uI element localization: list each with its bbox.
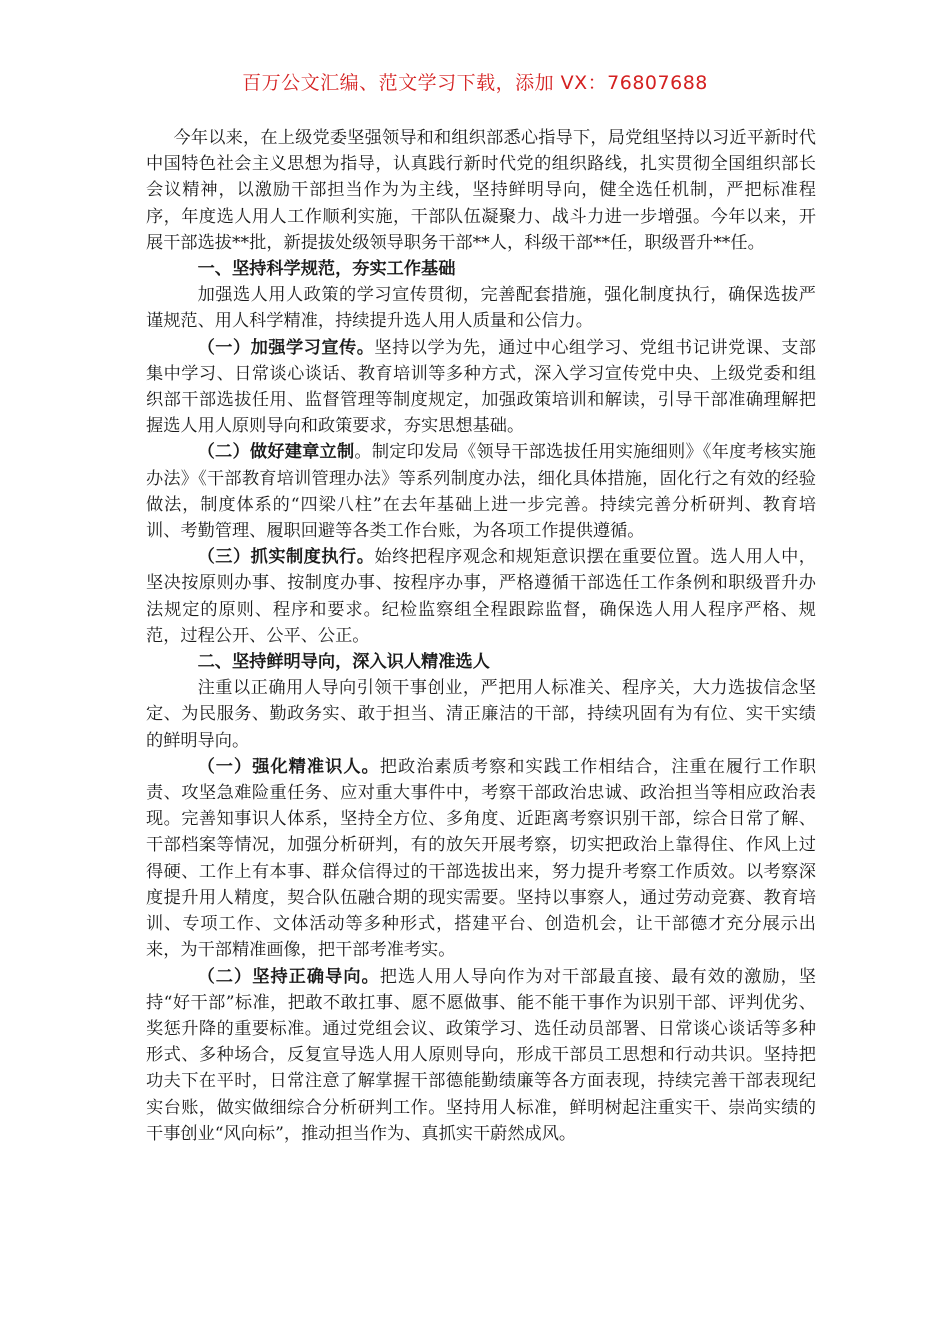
section-1-item-2-title: （二）做好建章立制	[197, 442, 355, 463]
section-2-heading: 二、坚持鲜明导向，深入识人精准选人	[197, 652, 490, 673]
section-2-item-1-title: （一）强化精准识人。	[197, 756, 380, 777]
section-1-item-1	[146, 335, 816, 440]
section-1-heading: 一、坚持科学规范，夯实工作基础	[197, 259, 456, 280]
section-2-item-2-body: 把选人用人导向作为对干部最直接、最有效的激励，坚持“好干部”标准，把敢不敢扛事、愿不愿做事、能不能干事作为识别干部、评判优劣、奖惩升降的重要标准。通过党组会议、政策学习、选任动员部署、日常谈心谈话等多种形式、多种场合，反复宣导选人用人原则导向，形成干部员工思想和行动共识。坚持把功夫下在平时，日常注意了解掌握干部德能勤绩廉等各方面表现，持续完善干部表现纪实台账，做实做细综合分析研判工作。坚持用人标准，鲜明树起注重实干、崇尚实绩的干事创业“风向标”，推动担当作为、真抓实干蔚然成风。	[146, 966, 816, 1144]
section-1-item-3-title: （三）抓实制度执行。	[197, 547, 375, 568]
section-2-lead: 注重以正确用人导向引领干事创业，严把用人标准关、程序关，大力选拔信念坚定、为民服务、勤政务实、敢于担当、清正廉洁的干部，持续巩固有为有位、实干实绩的鲜明导向。	[146, 678, 816, 751]
document-body	[146, 125, 816, 1147]
section-2-item-1	[146, 754, 816, 964]
section-1-item-2-body: 。制定印发局《领导干部选拔任用实施细则》《年度考核实施办法》《干部教育培训管理办法》等系列制度办法，细化具体措施，固化行之有效的经验做法，制度体系的“四梁八柱”在去年基础上进一步完善。持续完善分析研判、教育培训、考勤管理、履职回避等各类工作台账，为各项工作提供遵循。	[146, 442, 816, 542]
section-1-item-1-title: （一）加强学习宣传。	[197, 337, 375, 358]
section-2-item-1-body: 把政治素质考察和实践工作相结合，注重在履行工作职责、攻坚急难险重任务、应对重大事件中，考察干部政治忠诚、政治担当等相应政治表现。完善知事识人体系，坚持全方位、多角度、近距离考察识别干部，综合日常了解、干部档案等情况，加强分析研判，有的放矢开展考察，切实把政治上靠得住、作风上过得硬、工作上有本事、群众信得过的干部选拔出来，努力提升考察工作质效。以考察深度提升用人精度，契合队伍融合期的现实需要。坚持以事察人，通过劳动竞赛、教育培训、专项工作、文体活动等多种形式，搭建平台、创造机会，让干部德才充分展示出来，为干部精准画像，把干部考准考实。	[146, 756, 816, 961]
section-1-lead: 加强选人用人政策的学习宣传贯彻，完善配套措施，强化制度执行，确保选拔严谨规范、用人科学精准，持续提升选人用人质量和公信力。	[146, 285, 816, 332]
section-1-item-1-body: 坚持以学为先，通过中心组学习、党组书记讲党课、支部集中学习、日常谈心谈话、教育培训等多种方式，深入学习宣传党中央、上级党委和组织部干部选拔任用、监督管理等制度规定，加强政策培训和解读，引导干部准确理解把握选人用人原则导向和政策要求，夯实思想基础。	[146, 337, 816, 437]
promo-banner: 百万公文汇编、范文学习下载，添加 VX：76807688	[242, 72, 708, 94]
intro-paragraph: 今年以来，在上级党委坚强领导和和组织部悉心指导下，局党组坚持以习近平新时代中国特色社会主义思想为指导，认真践行新时代党的组织路线，扎实贯彻全国组织部长会议精神，以激励干部担当作为为主线，坚持鲜明导向，健全选任机制，严把标准程序，年度选人用人工作顺利实施，干部队伍凝聚力、战斗力进一步增强。今年以来，开展干部选拔**批，新提拔处级领导职务干部**人，科级干部**任，职级晋升**任。	[146, 128, 816, 253]
section-1-item-2	[146, 439, 816, 544]
section-1-item-3	[146, 544, 816, 649]
section-2-item-2	[146, 964, 816, 1147]
section-1-item-3-body: 始终把程序观念和规矩意识摆在重要位置。选人用人中，坚决按原则办事、按制度办事、按程序办事，严格遵循干部选任工作条例和职级晋升办法规定的原则、程序和要求。纪检监察组全程跟踪监督，确保选人用人程序严格、规范，过程公开、公平、公正。	[146, 547, 816, 646]
section-2-item-2-title: （二）坚持正确导向。	[197, 966, 380, 987]
